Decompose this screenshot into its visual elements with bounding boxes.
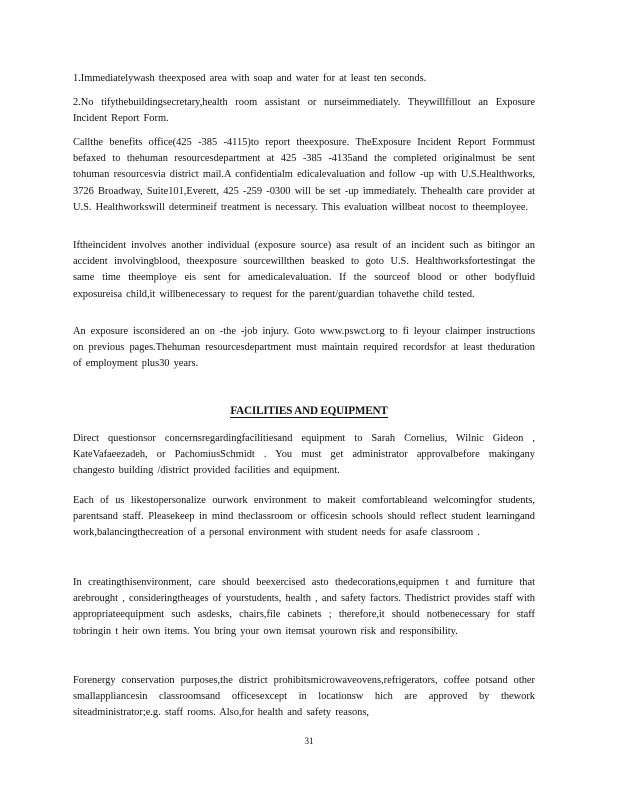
paragraph-step-1: 1.Immediatelywash theexposed area with soap and water for at least ten seconds. bbox=[73, 73, 427, 84]
page-number: 31 bbox=[304, 736, 314, 746]
paragraph-step-2: 2.No tifythebuildingsecretary,health room assistant or nurseimmediately. Theywillfillout an Exposure Incident Report Form. bbox=[73, 97, 535, 125]
section-heading-text: FACILITIES AND EQUIPMENT bbox=[230, 405, 388, 417]
section-heading-facilities bbox=[0, 405, 618, 417]
paragraph-energy-conservation: Forenergy conservation purposes,the district prohibitsmicrowaveovens,refrigerators, coffee potsand other smallappliancesin classroomsand officesexcept in locationsw hich are approved by thework siteadministrator;e.g. staff rooms. Also,for health and safety reasons, bbox=[73, 675, 535, 719]
paragraph-personalize-environment: Each of us likestopersonalize ourwork environment to makeit comfortableand welcomingfor students, parentsand staff. Pleasekeep in mind theclassroom or officesin schools should reflect student learningand work,balancingthecreation of a personal environment with student needs for asafe classroom . bbox=[73, 495, 535, 539]
paragraph-benefits-office: Callthe benefits office(425 -385 -4115)to report theexposure. TheExposure Incident Report Formmust befaxed to thehuman resourcesdepartment at 425 -385 -4135and the completed originalmust be sent tohuman resourcesvia district mail.A confidentialm edicalevaluation and follow -up with U.S.Healthworks, 3726 Broadway, Suite101,Everett, 425 -259 -0300 will be set -up immediately. Thehealth care provider at U.S. Healthworkswill determineif treatment is necessary. This evaluation willbeat nocost to theemployee. bbox=[73, 137, 535, 213]
paragraph-creating-environment: In creatingthisenvironment, care should beexercised asto thedecorations,equipmen t and furniture that arebrought , consideringtheages of yourstudents, health , and safety factors. Thedistrict provides staff with appropriateequipment such asdesks, chairs,file cabinets ; therefore,it should notbenecessary for staff tobringin t heir own items. You bring your own itemsat yourown risk and responsibility. bbox=[73, 577, 535, 637]
paragraph-facilities-questions: Direct questionsor concernsregardingfacilitiesand equipment to Sarah Cornelius, Wilnic Gideon , KateVafaeezadeh, or PachomiusSchmidt . You must get administrator approvalbefore makingany changesto building /district provided facilities and equipment. bbox=[73, 433, 535, 477]
paragraph-on-the-job-injury: An exposure isconsidered an on -the -job injury. Goto www.pswct.org to fi leyour claimper instructions on previous pages.Thehuman resourcesdepartment must maintain required recordsfor at least theduration of employment plus30 years. bbox=[73, 326, 535, 370]
paragraph-exposure-source: Iftheincident involves another individual (exposure source) asa result of an incident such as bitingor an accident involvingblood, theexposure sourcewillthen beasked to goto U.S. Healthworksfortestingat the same time theemploye eis sent for amedicalevaluation. If the sourceof blood or other bodyfluid exposureisa child,it willbenecessary to request for the parent/guardian tohavethe child tested. bbox=[73, 240, 535, 300]
